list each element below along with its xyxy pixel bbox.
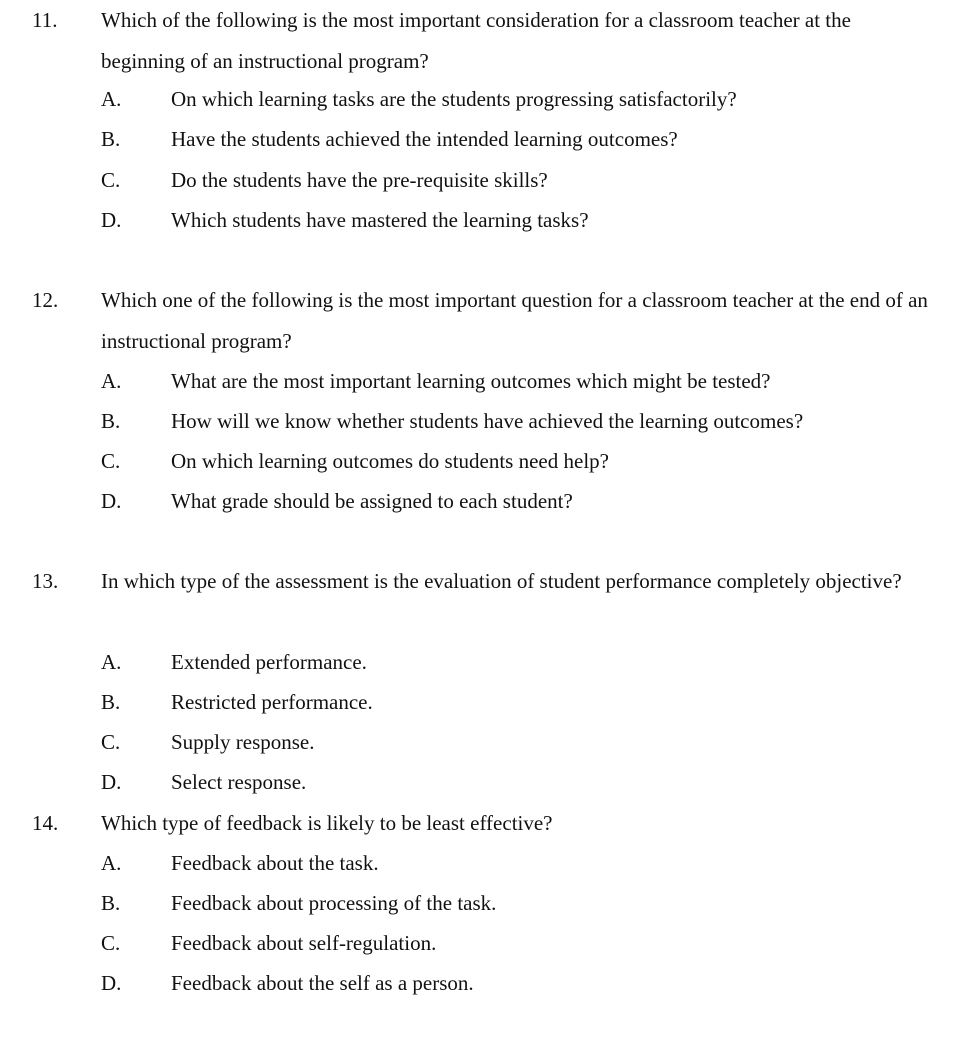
option-text: Feedback about the task. bbox=[171, 851, 379, 875]
question-text: Which one of the following is the most important question for a classroom teacher at the end of an instructional program? bbox=[101, 288, 928, 353]
option-letter: B. bbox=[101, 690, 121, 714]
option-text: On which learning tasks are the students progressing satisfactorily? bbox=[171, 87, 737, 111]
question-text: Which of the following is the most important consideration for a classroom teacher at the beginning of an instructional program? bbox=[101, 8, 851, 73]
option-letter: D. bbox=[101, 208, 122, 232]
option-text: Feedback about the self as a person. bbox=[171, 971, 474, 995]
option-a bbox=[0, 361, 976, 401]
question-text: In which type of the assessment is the evaluation of student performance completely objective? bbox=[101, 569, 902, 593]
option-text: Feedback about processing of the task. bbox=[171, 891, 497, 915]
option-text: Which students have mastered the learning tasks? bbox=[171, 208, 589, 232]
option-c bbox=[0, 923, 976, 963]
option-letter: C. bbox=[101, 730, 121, 754]
option-d bbox=[0, 481, 976, 521]
option-text: Do the students have the pre-requisite skills? bbox=[171, 168, 548, 192]
option-letter: C. bbox=[101, 931, 121, 955]
option-text: Extended performance. bbox=[171, 650, 367, 674]
option-letter: B. bbox=[101, 409, 121, 433]
option-d bbox=[0, 963, 976, 1003]
option-c bbox=[0, 441, 976, 481]
option-letter: B. bbox=[101, 127, 121, 151]
option-text: How will we know whether students have achieved the learning outcomes? bbox=[171, 409, 804, 433]
option-letter: B. bbox=[101, 891, 121, 915]
option-a bbox=[0, 642, 976, 682]
option-b bbox=[0, 682, 976, 722]
question-text: Which type of feedback is likely to be least effective? bbox=[101, 811, 553, 835]
option-c bbox=[0, 722, 976, 762]
question-number: 11. bbox=[32, 8, 58, 32]
option-a bbox=[0, 843, 976, 883]
option-letter: A. bbox=[101, 369, 122, 393]
option-letter: D. bbox=[101, 971, 122, 995]
option-d bbox=[0, 200, 976, 240]
option-letter: D. bbox=[101, 489, 122, 513]
option-d bbox=[0, 762, 976, 802]
option-letter: D. bbox=[101, 770, 122, 794]
option-b bbox=[0, 119, 976, 159]
question-number: 12. bbox=[32, 288, 59, 312]
option-text: On which learning outcomes do students need help? bbox=[171, 449, 609, 473]
option-c bbox=[0, 160, 976, 200]
option-text: What grade should be assigned to each student? bbox=[171, 489, 573, 513]
option-letter: A. bbox=[101, 650, 122, 674]
option-letter: A. bbox=[101, 851, 122, 875]
option-b bbox=[0, 401, 976, 441]
option-letter: A. bbox=[101, 87, 122, 111]
option-letter: C. bbox=[101, 449, 121, 473]
question-number: 13. bbox=[32, 569, 59, 593]
option-letter: C. bbox=[101, 168, 121, 192]
option-text: What are the most important learning outcomes which might be tested? bbox=[171, 369, 771, 393]
option-text: Select response. bbox=[171, 770, 307, 794]
option-text: Feedback about self-regulation. bbox=[171, 931, 437, 955]
question-number: 14. bbox=[32, 811, 59, 835]
option-text: Supply response. bbox=[171, 730, 315, 754]
option-a bbox=[0, 79, 976, 119]
option-text: Have the students achieved the intended learning outcomes? bbox=[171, 127, 678, 151]
option-text: Restricted performance. bbox=[171, 690, 373, 714]
option-b bbox=[0, 883, 976, 923]
